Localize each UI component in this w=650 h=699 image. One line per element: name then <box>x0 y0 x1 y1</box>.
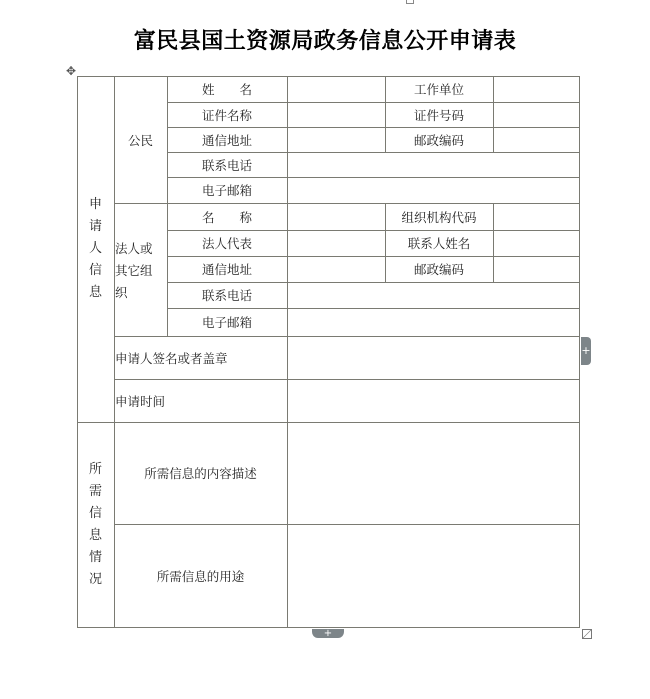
usage-label: 所需信息的用途 <box>156 568 245 584</box>
content-description-label: 所需信息的内容描述 <box>144 466 257 481</box>
legal-rep-field[interactable] <box>288 231 385 256</box>
legal-person-group-label: 法人或其它组织 <box>115 241 153 300</box>
contact-name-label: 联系人姓名 <box>407 236 471 251</box>
citizen-phone-field[interactable] <box>288 153 579 177</box>
page-title: 富民县国土资源局政务信息公开申请表 <box>133 28 517 54</box>
resize-icon[interactable] <box>582 629 592 639</box>
citizen-email-label: 电子邮箱 <box>201 183 252 198</box>
work-unit-label: 工作单位 <box>413 82 464 97</box>
date-label: 申请时间 <box>115 393 166 409</box>
org-email-field[interactable] <box>288 309 579 336</box>
org-address-field[interactable] <box>288 257 385 282</box>
org-name-label: 名 称 <box>201 209 252 225</box>
citizen-postcode-label: 邮政编码 <box>413 132 464 148</box>
usage-field[interactable] <box>288 525 579 627</box>
label-char: 请 <box>88 219 102 234</box>
citizen-name-field[interactable] <box>288 77 385 102</box>
citizen-postcode-field[interactable] <box>494 128 579 152</box>
org-code-field[interactable] <box>494 204 579 230</box>
org-postcode-field[interactable] <box>494 257 579 282</box>
label-char: 信 <box>88 505 102 521</box>
id-number-label: 证件号码 <box>413 107 464 123</box>
org-code-label: 组织机构代码 <box>401 209 477 225</box>
citizen-address-field[interactable] <box>288 128 385 152</box>
citizen-name-label: 姓 名 <box>201 82 252 97</box>
org-phone-label: 联系电话 <box>201 288 252 303</box>
legal-rep-label: 法人代表 <box>201 236 252 251</box>
move-icon[interactable]: ✥ <box>65 64 77 78</box>
org-name-field[interactable] <box>288 204 385 230</box>
date-field[interactable] <box>288 380 579 422</box>
org-postcode-label: 邮政编码 <box>413 262 464 277</box>
signature-label: 申请人签名或者盖章 <box>115 350 228 366</box>
work-unit-field[interactable] <box>494 77 579 102</box>
citizen-address-label: 通信地址 <box>201 132 252 148</box>
citizen-phone-label: 联系电话 <box>201 157 252 173</box>
required-info-label <box>77 422 114 627</box>
org-email-label: 电子邮箱 <box>201 315 252 330</box>
label-char: 情 <box>88 549 102 565</box>
id-name-label: 证件名称 <box>201 107 252 123</box>
label-char: 况 <box>88 571 102 587</box>
org-address-label: 通信地址 <box>201 262 252 277</box>
label-char: 申 <box>88 197 102 212</box>
label-char: 人 <box>88 241 102 256</box>
org-phone-field[interactable] <box>288 283 579 308</box>
add-row-icon[interactable]: + <box>581 337 591 365</box>
add-column-icon[interactable]: + <box>312 629 344 638</box>
citizen-email-field[interactable] <box>288 178 579 203</box>
id-name-field[interactable] <box>288 103 385 127</box>
content-description-field[interactable] <box>288 423 579 524</box>
id-number-field[interactable] <box>494 103 579 127</box>
contact-name-field[interactable] <box>494 231 579 256</box>
label-char: 息 <box>88 285 102 300</box>
top-marker <box>406 0 414 4</box>
label-char: 信 <box>88 263 102 278</box>
citizen-group-label: 公民 <box>127 132 153 148</box>
label-char: 息 <box>88 527 102 543</box>
applicant-info-label <box>77 76 114 422</box>
label-char: 需 <box>88 483 102 499</box>
signature-field[interactable] <box>288 337 579 379</box>
label-char: 所 <box>88 461 102 477</box>
